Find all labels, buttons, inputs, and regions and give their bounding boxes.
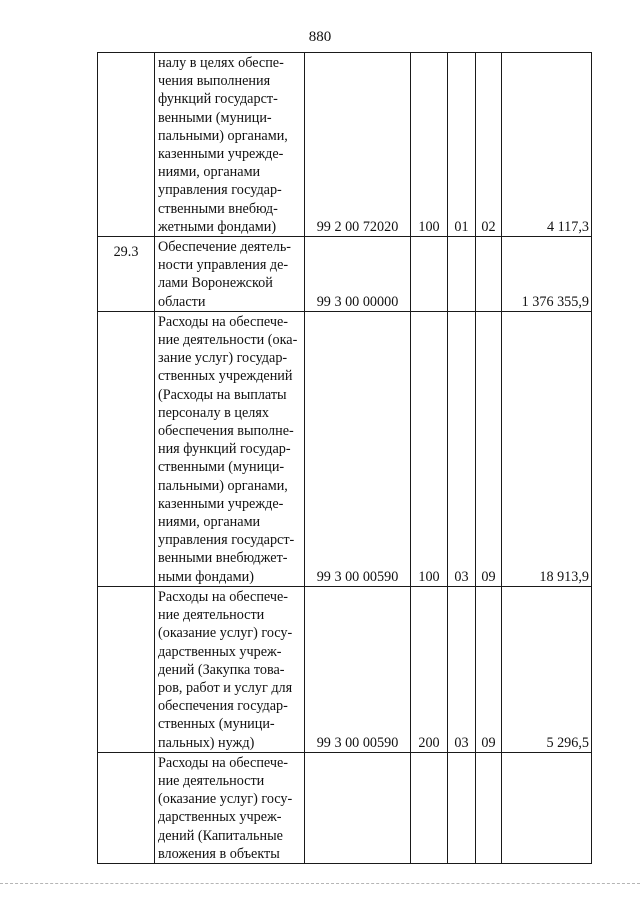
description-line: налу в целях обеспе- <box>158 55 284 71</box>
description-line: (Расходы на выплаты <box>158 386 287 403</box>
row-number-cell <box>98 311 155 586</box>
expense-type-cell <box>411 237 448 312</box>
description-line: ние деятельности <box>158 772 265 789</box>
amount-cell: 18 913,9 <box>502 311 592 586</box>
target-article-code-cell: 99 3 00 00590 <box>305 311 411 586</box>
expense-type-cell <box>411 752 448 863</box>
target-article-code-cell: 99 3 00 00000 <box>305 237 411 312</box>
amount-cell: 4 117,3 <box>502 53 592 237</box>
description-line: ности управления де- <box>158 257 289 274</box>
description-cell <box>155 752 305 863</box>
description-line: ниями, органами <box>158 164 261 181</box>
subsection-cell: 09 <box>476 586 502 752</box>
description-line: Расходы на обеспече- <box>158 313 289 330</box>
description-line: (оказание услуг) госу- <box>158 791 293 808</box>
description-line: дарственных учреж- <box>158 643 282 660</box>
description-line: ниями, органами <box>158 514 261 531</box>
description-line: Расходы на обеспече- <box>158 754 289 771</box>
description-line: лами Воронежской <box>158 275 273 292</box>
description-line: Расходы на обеспече- <box>158 588 289 605</box>
description-line: чения выполнения <box>158 73 271 90</box>
amount-cell: 1 376 355,9 <box>502 237 592 312</box>
section-cell: 03 <box>448 586 476 752</box>
target-article-code-cell: 99 2 00 72020 <box>305 53 411 237</box>
description-line: пальных) нужд) <box>158 734 255 751</box>
subsection-cell <box>476 237 502 312</box>
description-line: ния функций государ- <box>158 441 291 458</box>
description-line: дений (Капитальные <box>158 827 283 844</box>
row-number-cell: 29.3 <box>98 237 155 312</box>
table-row <box>98 586 592 752</box>
description-line: функций государст- <box>158 91 278 108</box>
row-number-cell <box>98 586 155 752</box>
section-cell <box>448 237 476 312</box>
row-number-cell <box>98 752 155 863</box>
description-line: дений (Закупка това- <box>158 661 285 678</box>
description-line: пальными) органами, <box>158 477 288 494</box>
description-line: ние деятельности (ока- <box>158 332 298 349</box>
section-cell: 01 <box>448 53 476 237</box>
row-number-cell <box>98 53 155 237</box>
description-line: персоналу в целях <box>158 404 269 421</box>
page-number: 880 <box>308 29 332 45</box>
description-line: (оказание услуг) госу- <box>158 625 293 642</box>
table-row <box>98 237 592 312</box>
description-line: венными (муници- <box>158 109 272 126</box>
bottom-rule <box>0 883 640 884</box>
description-line: ственными внебюд- <box>158 200 278 217</box>
target-article-code-cell: 99 3 00 00590 <box>305 586 411 752</box>
target-article-code-cell <box>305 752 411 863</box>
expense-type-cell: 100 <box>411 311 448 586</box>
description-line: зание услуг) государ- <box>158 350 288 367</box>
description-line: дарственных учреж- <box>158 809 282 826</box>
table-row <box>98 752 592 863</box>
amount-cell: 5 296,5 <box>502 586 592 752</box>
section-cell: 03 <box>448 311 476 586</box>
table-row <box>98 311 592 586</box>
description-cell <box>155 53 305 237</box>
description-line: области <box>158 293 206 310</box>
description-cell <box>155 586 305 752</box>
description-line: ными фондами) <box>158 568 254 585</box>
description-line: вложения в объекты <box>158 845 280 862</box>
description-line: пальными) органами, <box>158 127 288 144</box>
table-row <box>98 53 592 237</box>
section-cell <box>448 752 476 863</box>
subsection-cell: 09 <box>476 311 502 586</box>
budget-table <box>97 52 592 864</box>
description-line: казенными учрежде- <box>158 495 284 512</box>
description-line: обеспечения государ- <box>158 698 288 715</box>
expense-type-cell: 200 <box>411 586 448 752</box>
description-line: казенными учрежде- <box>158 146 284 163</box>
description-line: ственных (муници- <box>158 716 275 733</box>
subsection-cell: 02 <box>476 53 502 237</box>
description-cell <box>155 237 305 312</box>
subsection-cell <box>476 752 502 863</box>
description-line: ственных учреждений <box>158 368 293 385</box>
description-line: обеспечения выполне- <box>158 423 294 440</box>
description-line: Обеспечение деятель- <box>158 239 292 256</box>
description-line: управления государ- <box>158 182 282 199</box>
description-line: ние деятельности <box>158 607 265 624</box>
description-line: жетными фондами) <box>158 218 277 235</box>
description-cell <box>155 311 305 586</box>
expense-type-cell: 100 <box>411 53 448 237</box>
amount-cell <box>502 752 592 863</box>
description-line: венными внебюджет- <box>158 550 288 567</box>
description-line: управления государст- <box>158 532 295 549</box>
description-line: ров, работ и услуг для <box>158 679 293 696</box>
description-line: ственными (муници- <box>158 459 285 476</box>
